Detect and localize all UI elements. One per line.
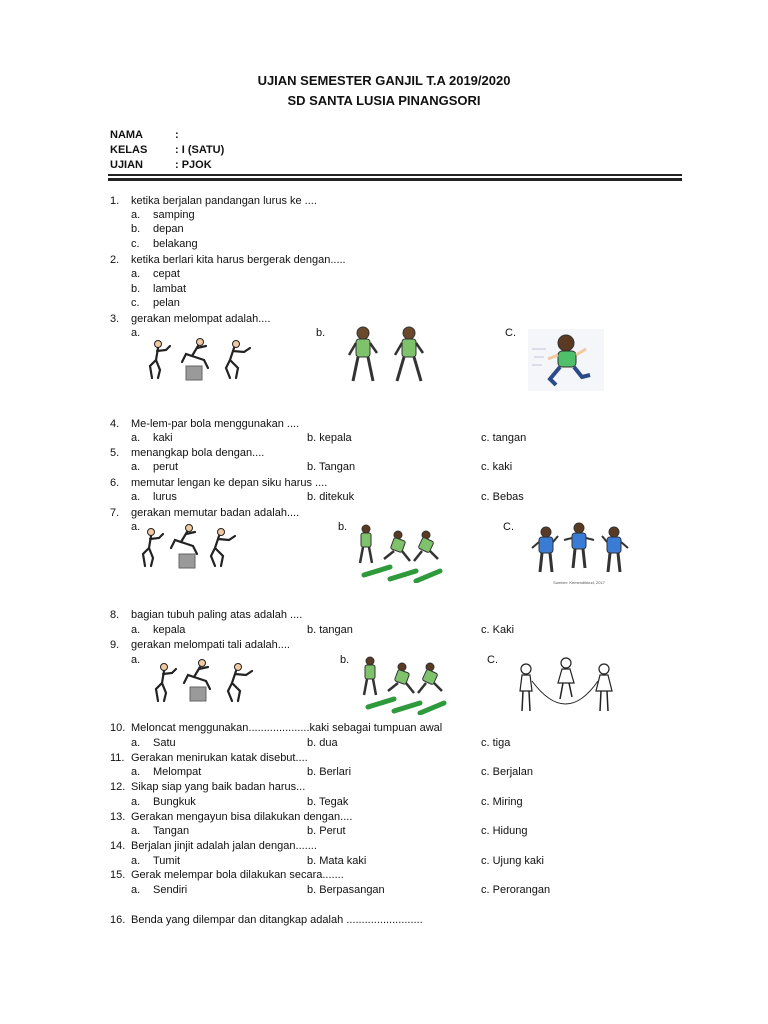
option-letter: c. (131, 238, 140, 250)
question-number: 15. (110, 869, 126, 881)
question-number: 12. (110, 781, 126, 793)
question-number: 6. (110, 477, 120, 489)
option-letter: a. (131, 461, 141, 473)
field-label-kelas: KELAS (110, 144, 148, 156)
option-text: b. ditekuk (307, 491, 355, 503)
field-label-ujian: UJIAN (110, 159, 144, 171)
option-text: kaki (153, 432, 173, 444)
question-text: Meloncat menggunakan....................kaki sebagai tumpuan awal (131, 722, 443, 734)
option-text: c. Bebas (481, 491, 524, 503)
twisting-body-image (528, 520, 630, 588)
option-letter: a. (131, 737, 141, 749)
school-name: SD SANTA LUSIA PINANGSORI (287, 93, 481, 108)
option-letter: a. (131, 796, 141, 808)
question-number: 9. (110, 639, 120, 651)
question-number: 16. (110, 914, 126, 926)
option-text: pelan (153, 297, 180, 309)
jumping-over-sticks-image (354, 523, 446, 583)
option-letter: b. (340, 654, 350, 666)
exam-title: UJIAN SEMESTER GANJIL T.A 2019/2020 (257, 73, 511, 88)
question-number: 3. (110, 313, 120, 325)
option-text: c. Perorangan (481, 884, 551, 896)
option-letter: a. (131, 432, 141, 444)
question-text: ketika berlari kita harus bergerak dengan..... (131, 254, 346, 266)
option-text: cepat (153, 268, 180, 280)
option-text: b. kepala (307, 432, 352, 444)
question-text: Berjalan jinjit adalah jalan dengan....... (131, 840, 317, 852)
option-text: Tangan (153, 825, 190, 837)
question-number: 5. (110, 447, 120, 459)
question-text: ketika berjalan pandangan lurus ke .... (131, 195, 317, 207)
field-value-kelas: : I (SATU) (175, 144, 225, 156)
option-letter: c. (131, 297, 140, 309)
option-letter: a. (131, 654, 141, 666)
option-text: b. Tegak (307, 796, 349, 808)
question-number: 8. (110, 609, 120, 621)
option-text: Tumit (153, 855, 181, 867)
option-text: c. Kaki (481, 624, 515, 636)
option-letter: a. (131, 855, 141, 867)
question-number: 11. (110, 752, 125, 764)
option-letter: C. (503, 521, 514, 533)
field-label-nama: NAMA (110, 129, 143, 141)
option-text: Melompat (153, 766, 202, 778)
option-text: perut (153, 461, 179, 473)
option-text: c. tangan (481, 432, 527, 444)
header-divider-thick (108, 178, 682, 181)
option-text: c. Hidung (481, 825, 528, 837)
option-text: b. Perut (307, 825, 346, 837)
question-text: gerakan melompat adalah.... (131, 313, 271, 325)
option-letter: a. (131, 209, 141, 221)
running-boy-image (528, 329, 604, 391)
option-text: kepala (153, 624, 186, 636)
question-text: Gerakan menirukan katak disebut.... (131, 752, 308, 764)
question-text: gerakan memutar badan adalah.... (131, 507, 300, 519)
option-text: c. Miring (481, 796, 523, 808)
option-text: belakang (153, 238, 198, 250)
standing-jump-image (141, 524, 237, 570)
jumping-over-sticks-image (358, 655, 450, 715)
option-letter: b. (316, 327, 326, 339)
walking-children-image (345, 325, 435, 385)
option-text: c. Ujung kaki (481, 855, 544, 867)
option-text: c. kaki (481, 461, 513, 473)
option-text: c. tiga (481, 737, 511, 749)
option-text: c. Berjalan (481, 766, 533, 778)
option-text: b. Berlari (307, 766, 352, 778)
option-text: b. Mata kaki (307, 855, 367, 867)
option-letter: a. (131, 884, 141, 896)
field-value-nama: : (175, 129, 179, 141)
option-letter: a. (131, 825, 141, 837)
option-text: Bungkuk (153, 796, 196, 808)
question-number: 10. (110, 722, 126, 734)
option-text: depan (153, 223, 184, 235)
field-value-ujian: : PJOK (175, 159, 212, 171)
option-letter: C. (505, 327, 516, 339)
option-letter: C. (487, 654, 498, 666)
question-number: 4. (110, 418, 120, 430)
question-text: Gerakan mengayun bisa dilakukan dengan.... (131, 811, 353, 823)
image-caption: Sumber: Kemendikbud, 2017 (553, 580, 605, 585)
question-text: Benda yang dilempar dan ditangkap adalah ......................... (131, 914, 423, 926)
option-letter: a. (131, 521, 141, 533)
option-letter: a. (131, 766, 141, 778)
option-text: b. dua (307, 737, 338, 749)
question-number: 1. (110, 195, 120, 207)
option-text: Satu (153, 737, 176, 749)
option-text: samping (153, 209, 195, 221)
option-letter: a. (131, 327, 141, 339)
option-text: Sendiri (153, 884, 188, 896)
question-text: gerakan melompati tali adalah.... (131, 639, 290, 651)
option-letter: b. (338, 521, 348, 533)
option-text: b. Berpasangan (307, 884, 385, 896)
option-letter: a. (131, 491, 141, 503)
question-number: 2. (110, 254, 120, 266)
option-text: b. Tangan (307, 461, 356, 473)
option-letter: a. (131, 624, 141, 636)
jump-rope-image (516, 655, 616, 717)
question-number: 7. (110, 507, 120, 519)
question-text: memutar lengan ke depan siku harus .... (131, 477, 328, 489)
question-text: Sikap siap yang baik badan harus... (131, 781, 306, 793)
option-text: lurus (153, 491, 177, 503)
option-text: lambat (153, 283, 187, 295)
standing-jump-image (152, 659, 254, 705)
question-text: Gerak melempar bola dilakukan secara....... (131, 869, 344, 881)
option-letter: b. (131, 283, 141, 295)
standing-jump-image (146, 338, 254, 382)
option-text: b. tangan (307, 624, 353, 636)
question-number: 14. (110, 840, 126, 852)
option-letter: b. (131, 223, 141, 235)
question-text: menangkap bola dengan.... (131, 447, 265, 459)
header-divider-thin (108, 174, 682, 176)
question-number: 13. (110, 811, 126, 823)
option-letter: a. (131, 268, 141, 280)
question-text: bagian tubuh paling atas adalah .... (131, 609, 303, 621)
question-text: Me-lem-par bola menggunakan .... (131, 418, 300, 430)
